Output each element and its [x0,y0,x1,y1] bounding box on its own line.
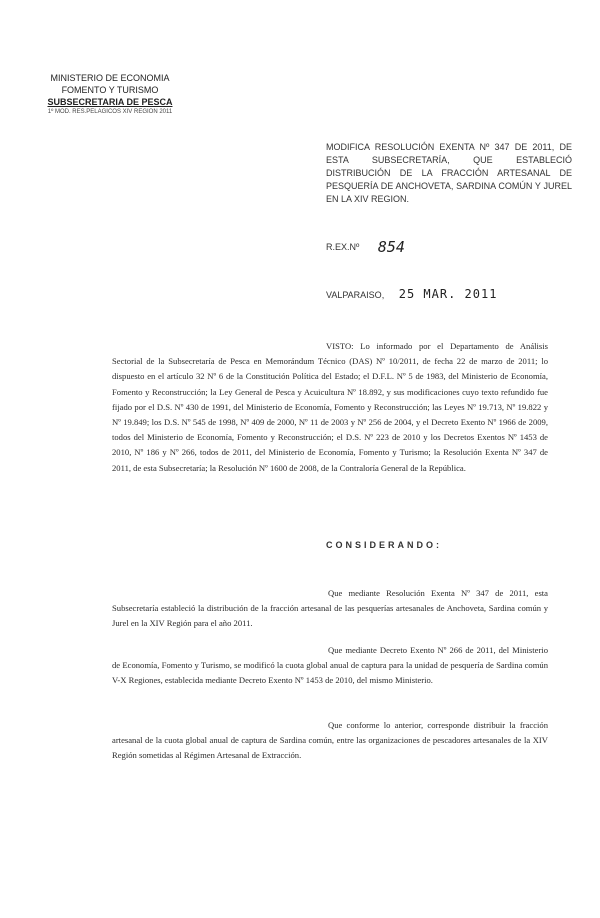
considerando-heading: CONSIDERANDO: [326,540,443,550]
date-stamp: 25 MAR. 2011 [398,287,498,301]
resolution-label: R.EX.Nº [326,242,360,252]
letterhead-file-ref: 1º MOD. RES.PELAGICOS XIV REGION 2011 [47,109,173,115]
letterhead-ministry: MINISTERIO DE ECONOMIA [50,73,170,83]
reference-summary: MODIFICA RESOLUCIÓN EXENTA Nº 347 DE 2011, DE ESTA SUBSECRETARÍA, QUE ESTABLECIÓ DISTRIBUCIÓN DE LA FRACCIÓN ARTESANAL DE PESQUERÍA DE ANCHOVETA, SARDINA COMÚN Y JUREL EN LA XIV REGION. [326,142,572,204]
considerando-paragraph-2: Que mediante Decreto Exento Nº 266 de 2011, del Ministerio de Economía, Fomento y Turismo, se modificó la cuota global anual de captura para la unidad de pesquería de Sardina común V-X Regiones, establecida mediante Decreto Exento Nº 1453 de 2010, del mismo Ministerio. [112,645,548,686]
letterhead-ministry-2: FOMENTO Y TURISMO [61,85,159,95]
resolution-value: 854 [377,238,405,256]
resolution-number [326,238,405,256]
letterhead [30,72,190,117]
dateline-place: VALPARAISO, [326,290,385,300]
considerando-paragraph-3: Que conforme lo anterior, corresponde distribuir la fracción artesanal de la cuota global anual de captura de Sardina común, entre las organizaciones de pescadores artesanales de la XIV Región sometidas al Régimen Artesanal de Extracción. [112,720,548,761]
considerando-paragraph-1: Que mediante Resolución Exenta Nº 347 de 2011, esta Subsecretaría estableció la distribución de la fracción artesanal de las pesquerías artesanales de Anchoveta, Sardina común y Jurel en la XIV Región para el año 2011. [112,588,548,629]
visto-paragraph: VISTO: Lo informado por el Departamento de Análisis Sectorial de la Subsecretaría de Pesca en Memorándum Técnico (DAS) Nº 10/2011, de fecha 22 de marzo de 2011; lo dispuesto en el artículo 32 Nº 6 de la Constitución Política del Estado; el D.F.L. Nº 5 de 1983, del Ministerio de Economía, Fomento y Reconstrucción; la Ley General de Pesca y Acuicultura Nº 18.892, y sus modificaciones cuyo texto refundido fue fijado por el D.S. Nº 430 de 1991, del Ministerio de Economía, Fomento y Reconstrucción; las Leyes Nº 19.713, Nº 19.822 y Nº 19.849; los D.S. Nº 545 de 1998, Nº 409 de 2000, Nº 11 de 2003 y Nº 256 de 2004, y el Decreto Exento Nº 1966 de 2009, todos del Ministerio de Economía, Fomento y Reconstrucción; el D.S. Nº 223 de 2010 y los Decretos Exentos Nº 1453 de 2010, Nº 186 y Nº 266, todos de 2011, del Ministerio de Economía, Fomento y Turismo; la Resolución Exenta Nº 347 de 2011, de esta Subsecretaría; la Resolución Nº 1600 de 2008, de la Contraloría General de la República. [112,341,548,473]
letterhead-subsecretaria: SUBSECRETARIA DE PESCA [47,97,173,107]
dateline [326,287,497,301]
